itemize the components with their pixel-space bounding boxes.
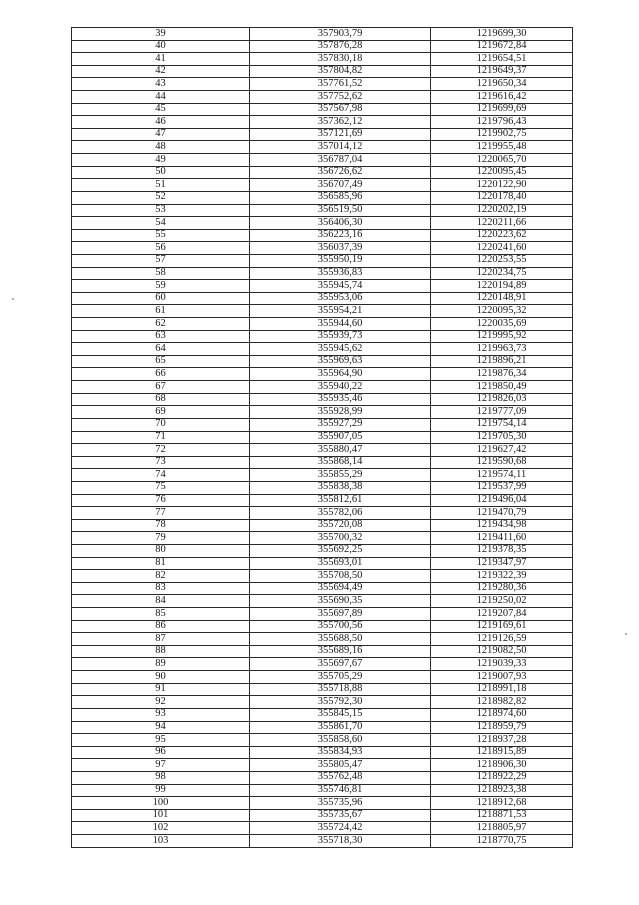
x-coordinate-cell: 355735,67 [250, 809, 431, 822]
x-coordinate-cell: 355945,74 [250, 280, 431, 293]
y-coordinate-cell: 1220095,32 [431, 305, 573, 318]
point-number-cell: 102 [72, 822, 250, 835]
y-coordinate-cell: 1220202,19 [431, 204, 573, 217]
point-number-cell: 85 [72, 608, 250, 621]
x-coordinate-cell: 355697,67 [250, 658, 431, 671]
x-coordinate-cell: 357752,62 [250, 91, 431, 104]
y-coordinate-cell: 1219169,61 [431, 620, 573, 633]
table-row [72, 254, 573, 267]
x-coordinate-cell: 355834,93 [250, 746, 431, 759]
point-number-cell: 90 [72, 671, 250, 684]
x-coordinate-cell: 356726,62 [250, 166, 431, 179]
table-row [72, 835, 573, 848]
table-row [72, 746, 573, 759]
table-row [72, 53, 573, 66]
y-coordinate-cell: 1219672,84 [431, 40, 573, 53]
point-number-cell: 73 [72, 456, 250, 469]
y-coordinate-cell: 1220253,55 [431, 254, 573, 267]
y-coordinate-cell: 1219126,59 [431, 633, 573, 646]
table-row [72, 797, 573, 810]
y-coordinate-cell: 1219007,93 [431, 671, 573, 684]
point-number-cell: 92 [72, 696, 250, 709]
y-coordinate-cell: 1219470,79 [431, 507, 573, 520]
x-coordinate-cell: 355954,21 [250, 305, 431, 318]
table-row [72, 532, 573, 545]
x-coordinate-cell: 355689,16 [250, 645, 431, 658]
table-row [72, 595, 573, 608]
y-coordinate-cell: 1219616,42 [431, 91, 573, 104]
x-coordinate-cell: 356037,39 [250, 242, 431, 255]
x-coordinate-cell: 356707,49 [250, 179, 431, 192]
table-row [72, 40, 573, 53]
y-coordinate-cell: 1218906,30 [431, 759, 573, 772]
point-number-cell: 57 [72, 254, 250, 267]
point-number-cell: 65 [72, 355, 250, 368]
x-coordinate-cell: 356519,50 [250, 204, 431, 217]
table-row [72, 128, 573, 141]
table-row [72, 204, 573, 217]
point-number-cell: 98 [72, 771, 250, 784]
x-coordinate-cell: 355858,60 [250, 734, 431, 747]
x-coordinate-cell: 355792,30 [250, 696, 431, 709]
y-coordinate-cell: 1218871,53 [431, 809, 573, 822]
x-coordinate-cell: 355964,90 [250, 368, 431, 381]
point-number-cell: 48 [72, 141, 250, 154]
x-coordinate-cell: 355694,49 [250, 582, 431, 595]
y-coordinate-cell: 1219082,50 [431, 645, 573, 658]
y-coordinate-cell: 1219705,30 [431, 431, 573, 444]
x-coordinate-cell: 357804,82 [250, 65, 431, 78]
point-number-cell: 42 [72, 65, 250, 78]
y-coordinate-cell: 1220035,69 [431, 318, 573, 331]
x-coordinate-cell: 355718,30 [250, 835, 431, 848]
point-number-cell: 81 [72, 557, 250, 570]
table-row [72, 292, 573, 305]
table-row [72, 557, 573, 570]
table-row [72, 267, 573, 280]
table-row [72, 406, 573, 419]
y-coordinate-cell: 1219627,42 [431, 444, 573, 457]
y-coordinate-cell: 1220194,89 [431, 280, 573, 293]
x-coordinate-cell: 355718,88 [250, 683, 431, 696]
x-coordinate-cell: 357830,18 [250, 53, 431, 66]
table-row [72, 91, 573, 104]
point-number-cell: 58 [72, 267, 250, 280]
x-coordinate-cell: 355690,35 [250, 595, 431, 608]
x-coordinate-cell: 355936,83 [250, 267, 431, 280]
point-number-cell: 46 [72, 116, 250, 129]
y-coordinate-cell: 1218959,79 [431, 721, 573, 734]
x-coordinate-cell: 355939,73 [250, 330, 431, 343]
y-coordinate-cell: 1220148,91 [431, 292, 573, 305]
point-number-cell: 56 [72, 242, 250, 255]
point-number-cell: 77 [72, 507, 250, 520]
y-coordinate-cell: 1218912,68 [431, 797, 573, 810]
y-coordinate-cell: 1220178,40 [431, 191, 573, 204]
point-number-cell: 62 [72, 318, 250, 331]
y-coordinate-cell: 1218922,29 [431, 771, 573, 784]
coordinates-table [71, 27, 573, 848]
y-coordinate-cell: 1219699,69 [431, 103, 573, 116]
table-row [72, 544, 573, 557]
point-number-cell: 103 [72, 835, 250, 848]
table-row [72, 229, 573, 242]
y-coordinate-cell: 1219699,30 [431, 28, 573, 41]
x-coordinate-cell: 355953,06 [250, 292, 431, 305]
x-coordinate-cell: 357761,52 [250, 78, 431, 91]
point-number-cell: 40 [72, 40, 250, 53]
point-number-cell: 86 [72, 620, 250, 633]
coordinates-table-body [72, 28, 573, 848]
table-row [72, 355, 573, 368]
y-coordinate-cell: 1219434,98 [431, 519, 573, 532]
point-number-cell: 89 [72, 658, 250, 671]
point-number-cell: 74 [72, 469, 250, 482]
x-coordinate-cell: 355868,14 [250, 456, 431, 469]
table-row [72, 481, 573, 494]
table-row [72, 809, 573, 822]
point-number-cell: 75 [72, 481, 250, 494]
point-number-cell: 91 [72, 683, 250, 696]
x-coordinate-cell: 355700,56 [250, 620, 431, 633]
table-row [72, 166, 573, 179]
y-coordinate-cell: 1219537,99 [431, 481, 573, 494]
x-coordinate-cell: 356223,16 [250, 229, 431, 242]
x-coordinate-cell: 355782,06 [250, 507, 431, 520]
table-row [72, 456, 573, 469]
y-coordinate-cell: 1220223,62 [431, 229, 573, 242]
point-number-cell: 100 [72, 797, 250, 810]
y-coordinate-cell: 1219796,43 [431, 116, 573, 129]
point-number-cell: 97 [72, 759, 250, 772]
table-row [72, 318, 573, 331]
table-row [72, 154, 573, 167]
x-coordinate-cell: 355693,01 [250, 557, 431, 570]
table-row [72, 721, 573, 734]
table-row [72, 418, 573, 431]
y-coordinate-cell: 1220065,70 [431, 154, 573, 167]
point-number-cell: 101 [72, 809, 250, 822]
point-number-cell: 50 [72, 166, 250, 179]
point-number-cell: 82 [72, 570, 250, 583]
point-number-cell: 70 [72, 418, 250, 431]
x-coordinate-cell: 355940,22 [250, 381, 431, 394]
point-number-cell: 94 [72, 721, 250, 734]
x-coordinate-cell: 355692,25 [250, 544, 431, 557]
table-row [72, 381, 573, 394]
y-coordinate-cell: 1220234,75 [431, 267, 573, 280]
y-coordinate-cell: 1219995,92 [431, 330, 573, 343]
y-coordinate-cell: 1218915,89 [431, 746, 573, 759]
table-row [72, 507, 573, 520]
point-number-cell: 95 [72, 734, 250, 747]
x-coordinate-cell: 355735,96 [250, 797, 431, 810]
point-number-cell: 84 [72, 595, 250, 608]
table-row [72, 683, 573, 696]
point-number-cell: 66 [72, 368, 250, 381]
point-number-cell: 93 [72, 708, 250, 721]
table-row [72, 696, 573, 709]
point-number-cell: 96 [72, 746, 250, 759]
y-coordinate-cell: 1218991,18 [431, 683, 573, 696]
x-coordinate-cell: 356406,30 [250, 217, 431, 230]
point-number-cell: 80 [72, 544, 250, 557]
x-coordinate-cell: 355812,61 [250, 494, 431, 507]
y-coordinate-cell: 1219347,97 [431, 557, 573, 570]
x-coordinate-cell: 355950,19 [250, 254, 431, 267]
table-row [72, 633, 573, 646]
table-row [72, 784, 573, 797]
point-number-cell: 39 [72, 28, 250, 41]
x-coordinate-cell: 355845,15 [250, 708, 431, 721]
x-coordinate-cell: 355700,32 [250, 532, 431, 545]
x-coordinate-cell: 355746,81 [250, 784, 431, 797]
x-coordinate-cell: 355907,05 [250, 431, 431, 444]
table-row [72, 431, 573, 444]
table-row [72, 734, 573, 747]
table-row [72, 280, 573, 293]
x-coordinate-cell: 355927,29 [250, 418, 431, 431]
y-coordinate-cell: 1219649,37 [431, 65, 573, 78]
y-coordinate-cell: 1219902,75 [431, 128, 573, 141]
table-row [72, 217, 573, 230]
point-number-cell: 99 [72, 784, 250, 797]
y-coordinate-cell: 1219207,84 [431, 608, 573, 621]
y-coordinate-cell: 1219250,02 [431, 595, 573, 608]
point-number-cell: 54 [72, 217, 250, 230]
point-number-cell: 41 [72, 53, 250, 66]
table-row [72, 708, 573, 721]
scan-speck [12, 298, 14, 300]
y-coordinate-cell: 1220241,60 [431, 242, 573, 255]
y-coordinate-cell: 1219876,34 [431, 368, 573, 381]
y-coordinate-cell: 1219896,21 [431, 355, 573, 368]
table-row [72, 28, 573, 41]
point-number-cell: 68 [72, 393, 250, 406]
point-number-cell: 44 [72, 91, 250, 104]
table-row [72, 116, 573, 129]
point-number-cell: 45 [72, 103, 250, 116]
point-number-cell: 78 [72, 519, 250, 532]
point-number-cell: 69 [72, 406, 250, 419]
y-coordinate-cell: 1218974,60 [431, 708, 573, 721]
point-number-cell: 76 [72, 494, 250, 507]
table-row [72, 771, 573, 784]
point-number-cell: 72 [72, 444, 250, 457]
point-number-cell: 63 [72, 330, 250, 343]
y-coordinate-cell: 1219496,04 [431, 494, 573, 507]
table-row [72, 393, 573, 406]
y-coordinate-cell: 1219411,60 [431, 532, 573, 545]
x-coordinate-cell: 355928,99 [250, 406, 431, 419]
table-row [72, 191, 573, 204]
y-coordinate-cell: 1219955,48 [431, 141, 573, 154]
x-coordinate-cell: 355861,70 [250, 721, 431, 734]
point-number-cell: 79 [72, 532, 250, 545]
y-coordinate-cell: 1219826,03 [431, 393, 573, 406]
table-row [72, 519, 573, 532]
x-coordinate-cell: 355945,62 [250, 343, 431, 356]
y-coordinate-cell: 1219654,51 [431, 53, 573, 66]
table-row [72, 671, 573, 684]
x-coordinate-cell: 355705,29 [250, 671, 431, 684]
x-coordinate-cell: 357876,28 [250, 40, 431, 53]
point-number-cell: 61 [72, 305, 250, 318]
y-coordinate-cell: 1218770,75 [431, 835, 573, 848]
point-number-cell: 83 [72, 582, 250, 595]
y-coordinate-cell: 1219650,34 [431, 78, 573, 91]
x-coordinate-cell: 355935,46 [250, 393, 431, 406]
y-coordinate-cell: 1219039,33 [431, 658, 573, 671]
table-row [72, 330, 573, 343]
x-coordinate-cell: 357014,12 [250, 141, 431, 154]
table-row [72, 608, 573, 621]
x-coordinate-cell: 355724,42 [250, 822, 431, 835]
table-row [72, 759, 573, 772]
x-coordinate-cell: 357903,79 [250, 28, 431, 41]
x-coordinate-cell: 355969,63 [250, 355, 431, 368]
table-row [72, 469, 573, 482]
table-row [72, 103, 573, 116]
x-coordinate-cell: 357121,69 [250, 128, 431, 141]
point-number-cell: 60 [72, 292, 250, 305]
y-coordinate-cell: 1219574,11 [431, 469, 573, 482]
table-row [72, 658, 573, 671]
x-coordinate-cell: 355762,48 [250, 771, 431, 784]
point-number-cell: 49 [72, 154, 250, 167]
y-coordinate-cell: 1220095,45 [431, 166, 573, 179]
point-number-cell: 55 [72, 229, 250, 242]
y-coordinate-cell: 1219378,35 [431, 544, 573, 557]
table-row [72, 368, 573, 381]
x-coordinate-cell: 355855,29 [250, 469, 431, 482]
scan-speck [625, 633, 627, 635]
x-coordinate-cell: 355838,38 [250, 481, 431, 494]
table-row [72, 242, 573, 255]
x-coordinate-cell: 355697,89 [250, 608, 431, 621]
point-number-cell: 71 [72, 431, 250, 444]
point-number-cell: 67 [72, 381, 250, 394]
table-row [72, 305, 573, 318]
x-coordinate-cell: 355708,50 [250, 570, 431, 583]
table-row [72, 179, 573, 192]
x-coordinate-cell: 357567,98 [250, 103, 431, 116]
table-row [72, 822, 573, 835]
y-coordinate-cell: 1219754,14 [431, 418, 573, 431]
y-coordinate-cell: 1218923,38 [431, 784, 573, 797]
x-coordinate-cell: 355720,08 [250, 519, 431, 532]
y-coordinate-cell: 1219322,39 [431, 570, 573, 583]
y-coordinate-cell: 1220122,90 [431, 179, 573, 192]
point-number-cell: 88 [72, 645, 250, 658]
x-coordinate-cell: 355688,50 [250, 633, 431, 646]
point-number-cell: 52 [72, 191, 250, 204]
point-number-cell: 59 [72, 280, 250, 293]
y-coordinate-cell: 1218937,28 [431, 734, 573, 747]
y-coordinate-cell: 1220211,66 [431, 217, 573, 230]
table-row [72, 141, 573, 154]
y-coordinate-cell: 1219777,09 [431, 406, 573, 419]
table-row [72, 494, 573, 507]
y-coordinate-cell: 1219280,36 [431, 582, 573, 595]
x-coordinate-cell: 356585,96 [250, 191, 431, 204]
table-row [72, 444, 573, 457]
table-row [72, 343, 573, 356]
point-number-cell: 43 [72, 78, 250, 91]
y-coordinate-cell: 1219850,49 [431, 381, 573, 394]
x-coordinate-cell: 355805,47 [250, 759, 431, 772]
table-row [72, 570, 573, 583]
table-row [72, 65, 573, 78]
point-number-cell: 51 [72, 179, 250, 192]
table-row [72, 620, 573, 633]
y-coordinate-cell: 1218982,82 [431, 696, 573, 709]
y-coordinate-cell: 1219963,73 [431, 343, 573, 356]
y-coordinate-cell: 1219590,68 [431, 456, 573, 469]
y-coordinate-cell: 1218805,97 [431, 822, 573, 835]
point-number-cell: 53 [72, 204, 250, 217]
table-row [72, 78, 573, 91]
x-coordinate-cell: 355944,60 [250, 318, 431, 331]
x-coordinate-cell: 357362,12 [250, 116, 431, 129]
table-row [72, 582, 573, 595]
table-row [72, 645, 573, 658]
x-coordinate-cell: 355880,47 [250, 444, 431, 457]
point-number-cell: 47 [72, 128, 250, 141]
x-coordinate-cell: 356787,04 [250, 154, 431, 167]
point-number-cell: 64 [72, 343, 250, 356]
point-number-cell: 87 [72, 633, 250, 646]
